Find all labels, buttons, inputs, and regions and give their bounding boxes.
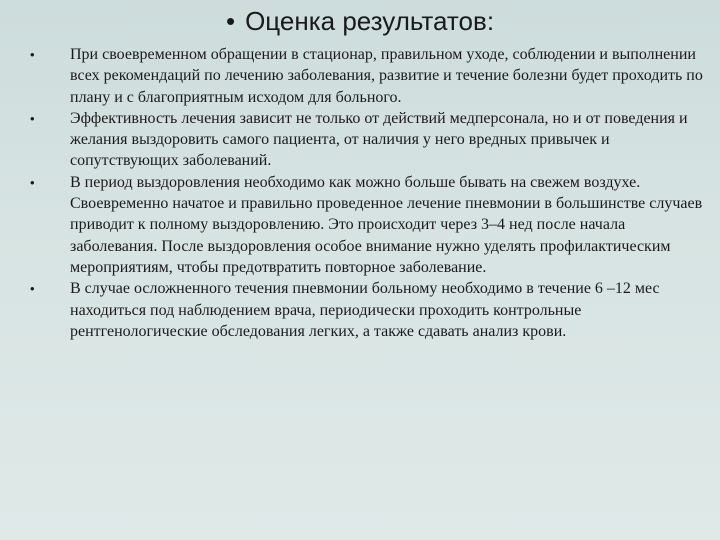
bullet-marker: • xyxy=(30,47,35,62)
list-item-text: Эффективность лечения зависит не только от действий медперсонала, но и от поведения и желания выздоровить самого пациента, от наличия у него вредных привычек и сопутствующих заболеваний. xyxy=(70,109,688,170)
title-bullet: • xyxy=(225,6,236,36)
list-item-text: В случае осложненного течения пневмонии больному необходимо в течение 6 –12 мес находиться под наблюдением врача, периодически проходить контрольные рентгенологические обследования легких, а также сдавать анализ крови. xyxy=(70,280,660,340)
bullet-marker: • xyxy=(30,110,35,126)
title-text: Оценка результатов: xyxy=(245,6,495,36)
list-item xyxy=(30,108,706,172)
bullet-marker: • xyxy=(30,174,35,190)
list-item-text: При своевременном обращении в стационар, правильном уходе, соблюдении и выполнении всех рекомендаций по лечению заболевания, развитие и течение болезни будет проходить по плану и с благоприятным исходом для больного. xyxy=(70,46,703,106)
list-item xyxy=(30,172,706,278)
slide-title xyxy=(0,4,720,38)
bullet-marker: • xyxy=(30,281,35,297)
bullet-list xyxy=(30,44,706,342)
list-item xyxy=(30,278,706,342)
list-item xyxy=(30,44,706,108)
list-item-text: В период выздоровления необходимо как можно больше бывать на свежем воздухе. Своевременно начатое и правильно проведенное лечение пневмонии в большинстве случаев приводит к полному выздоровлению. Это происходит через 3–4 нед после начала заболевания. После выздоровления особое внимание нужно уделять профилактическим мероприятиям, чтобы предотвратить повторное заболевание. xyxy=(70,173,703,276)
